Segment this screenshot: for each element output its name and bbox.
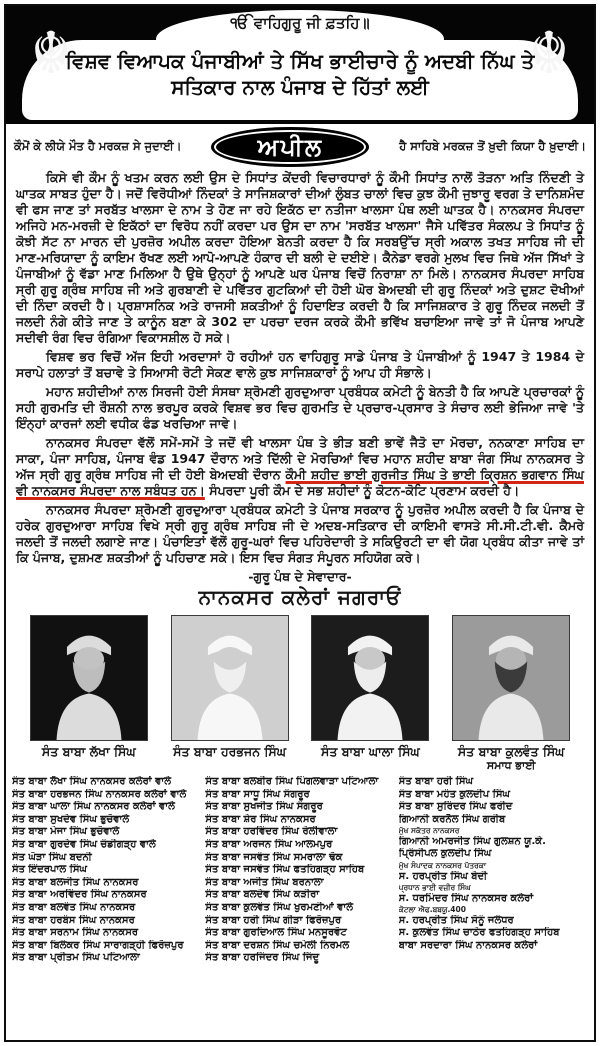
portrait-silhouette xyxy=(31,616,147,740)
name-column-3 xyxy=(399,776,588,970)
name-column-1 xyxy=(12,776,201,970)
supporter-name: ਸੰਤ ਬਾਬਾ ਕੁਲਵੰਤ ਸਿੰਘ ਖੁਰਮਣੀਆਂ ਵਾਲੇ xyxy=(205,901,353,913)
portrait-subcaption: ਸਮਾਧ ਭਾਈ xyxy=(486,759,536,772)
supporter-name: ਸੰਤ ਬਾਬਾ ਗੁਰਦੇਵ ਸਿੰਘ ਚੰਡੀਗੜ੍ਹ ਵਾਲੇ xyxy=(12,838,156,850)
supporter-name: ਸ. ਧਰਮਿੰਦਰ ਸਿੰਘ ਨਾਨਕਸਰ ਕਲੇਰਾਂ xyxy=(398,892,534,904)
supporter-name: ਸੰਤ ਬਾਬਾ ਹਰਭਜਨ ਸਿੰਘ ਨਾਨਕਸਰ ਕਲੇਰਾਂ ਵਾਲੇ xyxy=(12,788,187,800)
supporter-name: ਕੋਟਲਾ ਐਫ.ਬਬਯੂ.400 xyxy=(398,905,466,915)
sant-portrait-photo xyxy=(30,615,148,741)
khanda-icon: ☬ xyxy=(528,19,570,87)
paragraph-4-lead: ਨਾਨਕਸਰ ਸੰਪਰਦਾ ਵੱਲੋਂ ਸਮੇਂ-ਸਮੇਂ ਤੇ ਜਦੋਂ ਵੀ ਖਾਲਸਾ ਪੰਥ ਤੇ ਭੀੜ ਬਣੀ ਭਾਵੇਂ ਜੈਤੋ ਦਾ ਮੋਰਚਾ, ਨਨਕਾਣਾ ਸਾਹਿਬ ਦਾ ਸਾਕਾ, ਪੰਜਾ ਸਾਹਿਬ, ਪੰਜਾਬ ਵੰਡ 1947 ਦੌਰਾਨ ਅਤੇ ਦਿੱਲੀ ਦੇ ਮੋਰਚਿਆਂ ਵਿਚ ਮਹਾਨ ਸ਼ਹੀਦ ਬਾਬਾ ਜੰਗ ਸਿੰਘ ਨਾਨਕਸਰ ਤੇ ਅੱਜ ਸ੍ਰੀ ਗੁਰੂ ਗ੍ਰੰਥ ਸਾਹਿਬ ਜੀ ਦੀ ਹੋਈ ਬੇਅਦਬੀ ਦੌਰਾਨ xyxy=(16,435,584,482)
body-text xyxy=(6,168,594,566)
supporter-name: ਸੰਤ ਇੰਦਰਪਾਲ ਸਿੰਘ xyxy=(12,864,87,876)
supporter-name: ਸੰਤ ਬਾਬਾ ਬਲਵੰਤ ਸਿੰਘ ਨਾਨਕਸਰ xyxy=(12,901,136,913)
supporter-name: ਸੰਤ ਬਾਬਾ ਪ੍ਰੀਤਮ ਸਿੰਘ ਪਟਿਆਲਾ xyxy=(12,952,140,964)
supporter-name: ਸੰਤ ਬਾਬਾ ਸੁਖਜੀਤ ਸਿੰਘ ਸੰਗਰੂਰ xyxy=(205,801,323,813)
sant-portrait-photo xyxy=(452,615,570,741)
khanda-icon: ☬ xyxy=(30,19,72,87)
supporter-name: ਗਿਆਨੀ ਕਰਨੈਲ ਸਿੰਘ ਗਰੀਬ xyxy=(398,813,506,825)
supporter-name: ਸ. ਹਰਪ੍ਰੀਤ ਸਿੰਘ ਬੇਦੀ xyxy=(398,870,488,882)
portrait-cell xyxy=(25,615,153,760)
signature-block xyxy=(6,569,594,609)
portrait-cell xyxy=(306,615,434,760)
supporter-name: ਸੰਤ ਬਾਬਾ ਹਰਜਿੰਦਰ ਸਿੰਘ ਜਿੰਦੂ xyxy=(205,952,320,964)
supporter-name: ਸੰਤ ਬਾਬਾ ਸਰਨਾਮ ਸਿੰਘ ਨਾਨਕਸਰ xyxy=(12,927,139,939)
supporter-name: ਸੰਤ ਬਾਬਾ ਹਰੀ ਸਿੰਘ xyxy=(398,776,474,787)
portrait-caption: ਸੰਤ ਬਾਬਾ ਕੁਲਵੰਤ ਸਿੰਘ xyxy=(457,744,565,759)
supporter-name: ਸੰਤ ਬਾਬਾ ਸੁਖਦੇਵ ਸਿੰਘ ਭੁਚੋਵਾਲੇ xyxy=(12,813,130,825)
masthead xyxy=(6,6,594,124)
red-underlined-passage: ਕੌਮੀ ਸ਼ਹੀਦ ਭਾਈ ਗੁਰਜੀਤ ਸਿੰਘ ਤੇ ਭਾਈ ਕ੍ਰਿਸ਼ਨ ਭਗਵਾਨ ਸਿੰਘ ਵੀ ਨਾਨਕਸਰ ਸੰਪਰਦਾ ਨਾਲ ਸਬੰਧਤ ਹਨ। xyxy=(16,467,584,498)
supporter-name: ਸੰਤ ਬਾਬਾ ਅਰਵਿੰਦਰ ਸਿੰਘ ਨਾਨਕਸਰ xyxy=(12,889,147,901)
sant-portrait-photo xyxy=(171,615,289,741)
supporter-name: ਸੰਤ ਬਾਬਾ ਘਾਲਾ ਸਿੰਘ ਨਾਨਕਸਰ ਕਲੇਰਾਂ ਵਾਲੇ xyxy=(12,801,175,813)
paragraph-4 xyxy=(16,435,584,499)
portrait-caption: ਸੰਤ ਬਾਬਾ ਹਰਭਜਨ ਸਿੰਘ xyxy=(173,744,287,759)
name-column-2 xyxy=(205,776,394,970)
supporter-name: ਸੰਤ ਬਾਬਾ ਹਰੀ ਸਿੰਘ ਗੀੜਾ ਫਿਰੋਜ਼ਪੁਰ xyxy=(205,914,342,926)
paragraph-4-tail: ਸੰਪਰਦਾ ਪੂਰੀ ਕੌਮ ਦੇ ਸਭ ਸ਼ਹੀਦਾਂ ਨੂੰ ਕੋਟਨ-ਕੋਟਿ ਪ੍ਰਣਾਮ ਕਰਦੀ ਹੈ। xyxy=(204,483,520,498)
portrait-caption: ਸੰਤ ਬਾਬਾ ਘਾਲਾ ਸਿੰਘ xyxy=(321,744,420,759)
paragraph-1: ਕਿਸੇ ਵੀ ਕੌਮ ਨੂੰ ਖਤਮ ਕਰਨ ਲਈ ਉਸ ਦੇ ਸਿਧਾਂਤ ਕੇਂਦਰੀ ਵਿਚਾਰਧਾਰਾਂ ਨੂੰ ਕੌਮੀ ਸਿਧਾਂਤ ਨਾਲੋਂ ਤੋੜਨਾ ਅਤਿ ਨਿੰਦਣੀ ਤੇ ਘਾਤਕ ਸਾਬਤ ਹੁੰਦਾ ਹੈ। ਜਦੋਂ ਵਿਰੋਧੀਆਂ ਨਿੰਦਕਾਂ ਤੇ ਸਾਜਿਸ਼ਕਾਰਾਂ ਦੀਆਂ ਲੁੰਬਤ ਚਾਲਾਂ ਵਿਚ ਕੁਝ ਕੌਮੀ ਜੁਝਾਰੂ ਵਰਗ ਤੇ ਦਾਨਿਸ਼ਮੰਦ ਵੀ ਫਸ ਜਾਣ ਤਾਂ ਸਰਬੱਤ ਖਾਲਸਾ ਦੇ ਨਾਮ ਤੇ ਹੋਣ ਜਾ ਰਹੇ ਇਕੱਠ ਦਾ ਨਤੀਜਾ ਖਾਲਸਾ ਪੰਥ ਲਈ ਘਾਤਕ ਹੈ। ਨਾਨਕਸਰ ਸੰਪਰਦਾ ਅਜਿਹੇ ਮਨ-ਮਰਜ਼ੀ ਦੇ ਇਕੱਠਾਂ ਦਾ ਵਿਰੋਧ ਨਹੀਂ ਕਰਦਾ ਪਰ ਉਸ ਦਾ ਨਾਮ 'ਸਰਬੱਤ ਖਾਲਸਾ' ਜੈਸੇ ਪਵਿੱਤਰ ਸੰਕਲਪ ਤੇ ਸਿਧਾਂਤ ਨੂੰ ਕੋਝੀ ਸੱਟ ਨਾ ਮਾਰਨ ਦੀ ਪੁਰਜ਼ੋਰ ਅਪੀਲ ਕਰਦਾ ਹੋਇਆ ਬੇਨਤੀ ਕਰਦਾ ਹੈ ਕਿ ਸਰਬਉੱਚ ਸ੍ਰੀ ਅਕਾਲ ਤਖਤ ਸਾਹਿਬ ਜੀ ਦੀ ਮਾਣ-ਮਰਿਯਾਦਾ ਨੂੰ ਕਾਇਮ ਰੱਖਣ ਲਈ ਆਪੋ-ਆਪਣੇ ਹੰਕਾਰ ਦੀ ਬਲੀ ਦੇ ਦਈਏ। ਕੈਨੇਡਾ ਵਰਗੇ ਮੁਲਖ ਵਿਚ ਜਿਥੇ ਅੱਜ ਸਿੱਖਾਂ ਤੇ ਪੰਜਾਬੀਆਂ ਨੂੰ ਵੱਡਾ ਮਾਣ ਮਿਲਿਆ ਹੈ ਉਥੇ ਉਨ੍ਹਾਂ ਨੂੰ ਆਪਣੇ ਘਰ ਪੰਜਾਬ ਵਿਚੋਂ ਨਿਰਾਸ਼ਾ ਨਾ ਮਿਲੇ। ਨਾਨਕਸਰ ਸੰਪਰਦਾ ਸਾਹਿਬ ਸ੍ਰੀ ਗੁਰੂ ਗ੍ਰੰਥ ਸਾਹਿਬ ਜੀ ਅਤੇ ਗੁਰਬਾਣੀ ਦੇ ਪਵਿੱਤਰ ਗੁਟਕਿਆਂ ਦੀ ਹੋਈ ਘੋਰ ਬੇਅਦਬੀ ਦੀ ਗੁਰੂ ਨਿੰਦਕਾਂ ਅਤੇ ਦੁਸ਼ਟ ਦੋਖੀਆਂ ਦੀ ਨਿੰਦਾ ਕਰਦੀ ਹੈ। ਪ੍ਰਸ਼ਾਸਨਿਕ ਅਤੇ ਰਾਜਸੀ ਸ਼ਕਤੀਆਂ ਨੂੰ ਹਿਦਾਇਤ ਕਰਦੀ ਹੈ ਕਿ ਸਾਜਿਸ਼ਕਾਰ ਤੇ ਗੁਰੂ ਨਿੰਦਕ ਜਲਦੀ ਤੋਂ ਜਲਦੀ ਨੰਗੇ ਕੀਤੇ ਜਾਣ ਤੇ ਕਾਨੂੰਨ ਬਣਾ ਕੇ 302 ਦਾ ਪਰਚਾ ਦਰਜ ਕਰਕੇ ਕੌਮੀ ਭਵਿੱਖ ਬਚਾਇਆ ਜਾਵੇ ਤਾਂ ਜੋ ਪੰਜਾਬ ਆਪਣੇ ਸਦੀਵੀ ਰੰਗ ਵਿਚ ਰੰਗਿਆ ਵਿਕਾਸਸ਼ੀਲ ਹੋ ਸਕੇ। xyxy=(16,170,584,345)
supporter-name: ਸ. ਕੁਲਵੰਤ ਸਿੰਘ ਚਾਠੇਰ ਫਤਹਿਗੜ੍ਹ ਸਾਹਿਬ xyxy=(398,927,560,939)
paragraph-3: ਮਹਾਨ ਸ਼ਹੀਦੀਆਂ ਨਾਲ ਸਿਰਜੀ ਹੋਈ ਸੰਸਥਾ ਸ਼੍ਰੋਮਣੀ ਗੁਰਦੁਆਰਾ ਪ੍ਰਬੰਧਕ ਕਮੇਟੀ ਨੂੰ ਬੇਨਤੀ ਹੈ ਕਿ ਆਪਣੇ ਪ੍ਰਚਾਰਕਾਂ ਨੂੰ ਸਹੀ ਗੁਰਮਤਿ ਦੀ ਰੌਸ਼ਨੀ ਨਾਲ ਭਰਪੂਰ ਕਰਕੇ ਵਿਸ਼ਵ ਭਰ ਵਿਚ ਗੁਰਮਤਿ ਦੇ ਪ੍ਰਚਾਰ-ਪ੍ਰਸਾਰ ਤੇ ਸੰਚਾਰ ਲਈ ਭੇਜਿਆ ਜਾਵੇ 'ਤੇ ਇੰਨ੍ਹਾਂ ਕਾਰਜਾਂ ਲਈ ਵਧੀਕ ਫੰਡ ਖਰਚਿਆ ਜਾਵੇ। xyxy=(16,384,584,431)
supporter-name: ਸੰਤ ਬਾਬਾ ਦਰਸ਼ਨ ਸਿੰਘ ਚਮੇਲੀ ਨਿਰਮਲ xyxy=(205,939,350,951)
supporter-name: ਸੰਤ ਬਾਬਾ ਗੁਰਦਿਆਲ ਸਿੰਘ ਮਨਸੂਰਵੋਟ xyxy=(205,927,347,939)
appeal-badge: ਅਪੀਲ xyxy=(211,127,369,167)
supporter-name: ਪ੍ਰਿੰਸੀਪਲ ਕੁਲਦੀਪ ਸਿੰਘ xyxy=(398,848,492,860)
supporter-name: ਮੁੱਖ ਸਕੱਤਰ ਨਾਨਕਸਰ xyxy=(398,826,460,836)
supporter-name: ਸੰਤ ਬਾਬਾ ਅਰਜਨ ਸਿੰਘ ਆਲਮਪੁਰ xyxy=(205,838,333,850)
supporter-name: ਸੰਤ ਬਾਬਾ ਜਸਵੰਤ ਸਿੰਘ ਸਮਰਾਲਾ ਢੋਕ xyxy=(205,851,343,863)
portrait-silhouette xyxy=(172,616,288,740)
left-verse: ਕੌਮੋਂ ਕੇ ਲੀਯੇ ਮੌਤ ਹੈ ਮਰਕਜ਼ ਸੇ ਜੁਦਾਈ। xyxy=(14,139,182,153)
supporter-name: ਸੰਤ ਘੋੜਾ ਸਿੰਘ ਬਦਨੀ xyxy=(12,851,92,863)
supporter-name: ਸੰਤ ਬਾਬਾ ਬਲਦੇਵ ਸਿੰਘ ਕੜੀਰਾ xyxy=(205,889,320,901)
supporter-name: ਸੰਤ ਬਾਬਾ ਸਾਧੂ ਸਿੰਘ ਸੰਗਰੂਰ xyxy=(205,788,310,800)
supporter-name: ਸੰਤ ਬਾਬਾ ਬਿਲੰਕਰ ਸਿੰਘ ਸਾਰਾਗੜ੍ਹੀ ਫਿਰੋਜ਼ਪੁਰ xyxy=(12,939,184,951)
supporter-name: ਸੰਤ ਬਾਬਾ ਬਲਜੀਤ ਸਿੰਘ ਨਾਨਕਸਰ xyxy=(12,876,139,888)
supporter-name: ਸੰਤ ਬਾਬਾ ਮੇਜਾ ਸਿੰਘ ਭੁਚੋਵਾਲੇ xyxy=(12,826,120,838)
supporter-name: ਸੰਤ ਬਾਬਾ ਬਲਬੀਰ ਸਿੰਘ ਪਿੰਗਲਵਾੜਾ ਪਟਿਆਲਾ xyxy=(205,776,379,787)
supporter-name: ਸੰਤ ਬਾਬਾ ਹਰਬੰਸ ਸਿੰਘ ਨਾਨਕਸਰ xyxy=(12,914,135,926)
page-title: ਵਿਸ਼ਵ ਵਿਆਪਕ ਪੰਜਾਬੀਆਂ ਤੇ ਸਿੱਖ ਭਾਈਚਾਰੇ ਨੂੰ ਅਦਬੀ ਨਿੱਘ ਤੇ ਸਤਿਕਾਰ ਨਾਲ ਪੰਜਾਬ ਦੇ ਹਿੱਤਾਂ ਲਈ xyxy=(65,49,535,99)
portrait-caption: ਸੰਤ ਬਾਬਾ ਲੱਖਾ ਸਿੰਘ xyxy=(41,744,136,759)
supporter-name: ਸੰਤ ਬਾਬਾ ਮਹੰਤ ਕੁਲਦੀਪ ਸਿੰਘ xyxy=(398,788,510,800)
supporter-name: ਬਾਬਾ ਸਰਦਾਰਾ ਸਿੰਘ ਨਾਨਕਸਰ ਕਲੇਰਾਂ xyxy=(398,939,538,951)
paragraph-5: ਨਾਨਕਸਰ ਸੰਪਰਦਾ ਸ਼੍ਰੋਮਣੀ ਗੁਰਦੁਆਰਾ ਪ੍ਰਬੰਧਕ ਕਮੇਟੀ ਤੇ ਪੰਜਾਬ ਸਰਕਾਰ ਨੂੰ ਪੁਰਜ਼ੋਰ ਅਪੀਲ ਕਰਦੀ ਹੈ ਕਿ ਪੰਜਾਬ ਦੇ ਹਰੇਕ ਗੁਰਦੁਆਰਾ ਸਾਹਿਬ ਵਿਖੇ ਸ੍ਰੀ ਗੁਰੂ ਗ੍ਰੰਥ ਸਾਹਿਬ ਜੀ ਦੇ ਅਦਬ-ਸਤਿਕਾਰ ਦੀ ਕਾਇਮੀ ਵਾਸਤੇ ਸੀ.ਸੀ.ਟੀ.ਵੀ. ਕੈਮਰੇ ਜਲਦੀ ਤੋਂ ਜਲਦੀ ਲਗਾਏ ਜਾਣ। ਪੰਚਾਇਤਾਂ ਵੱਲੋਂ ਗੁਰੂ-ਘਰਾਂ ਵਿਚ ਪਹਿਰੇਦਾਰੀ ਤੇ ਸਕਿਉਰਟੀ ਦਾ ਵੀ ਯੋਗ ਪ੍ਰਬੰਧ ਕੀਤਾ ਜਾਵੇ ਤਾਂ ਕਿ ਪੰਜਾਬ, ਦੁਸ਼ਮਣ ਸ਼ਕਤੀਆਂ ਨੂੰ ਪਹਿਚਾਣ ਸਕੇ। ਇਸ ਵਿਚ ਸੰਗਤ ਸੰਪੂਰਨ ਸਹਿਯੋਗ ਕਰੇ। xyxy=(16,502,584,565)
supporter-name: ਸ. ਹਰਪ੍ਰੀਤ ਸਿੰਘ ਸੋਨੂੰ ਜਲੰਧਰ xyxy=(398,914,514,926)
right-verse: ਹੈ ਸਾਹਿਬੇ ਮਰਕਜ਼ ਤੋਂ ਖ਼ੁਦੀ ਕਿਯਾ ਹੈ ਖ਼ੁਦਾਈ। xyxy=(399,139,586,153)
supporter-name: ਸੰਤ ਬਾਬਾ ਹਰਵਿੰਦਰ ਸਿੰਘ ਰੇਲੀਵਾਲਾ xyxy=(205,826,338,838)
paragraph-2: ਵਿਸ਼ਵ ਭਰ ਵਿਚੋਂ ਅੱਜ ਇਹੀ ਅਰਦਾਸਾਂ ਹੋ ਰਹੀਆਂ ਹਨ ਵਾਹਿਗੁਰੂ ਸਾਡੇ ਪੰਜਾਬ ਤੇ ਪੰਜਾਬੀਆਂ ਨੂੰ 1947 ਤੇ 1984 ਦੇ ਸਰਾਪੇ ਹਲਾਤਾਂ ਤੋਂ ਬਚਾਵੇ ਤੇ ਸਿਆਸੀ ਰੋਟੀ ਸੇਕਣ ਵਾਲੇ ਕੁਝ ਸਾਜਿਸ਼ਕਾਰਾਂ ਨੂੰ ਆਪ ਹੀ ਸੰਭਾਲੇ। xyxy=(16,349,584,380)
sant-portrait-photo xyxy=(311,615,429,741)
supporter-name: ਸੰਤ ਬਾਬਾ ਸੁਰਿੰਦਰ ਸਿੰਘ ਫਰੀਦ xyxy=(398,801,513,813)
supporter-name: ਸੰਤ ਬਾਬਾ ਅਜੀਤ ਸਿੰਘ ਬਰਨਾਲਾ xyxy=(205,876,324,888)
invocation-text: ੴ ਵਾਹਿਗੁਰੂ ਜੀ ਫ਼ਤਹਿ॥ xyxy=(230,14,370,32)
supporter-name: ਮੁੱਖ ਸੰਪਾਦਕ ਨਾਨਕਸਰ ਪੱਤਰਕਾ xyxy=(398,861,487,871)
supporter-name: ਪ੍ਰਧਾਨ ਭਾਈ ਵਜ਼ੀਰ ਸਿੰਘ xyxy=(398,883,471,893)
portrait-silhouette xyxy=(453,616,569,740)
portrait-photo-row xyxy=(6,611,594,772)
supporter-name-columns xyxy=(6,772,594,970)
appeal-strip xyxy=(6,124,594,168)
signature-role: -ਗੁਰੂ ਪੰਥ ਦੇ ਸੇਵਾਦਾਰ- xyxy=(248,569,352,584)
portrait-cell xyxy=(447,615,575,772)
supporter-name: ਸੰਤ ਬਾਬਾ ਜਸਵੰਤ ਸਿੰਘ ਫਤਹਿਗੜ੍ਹ ਸਾਹਿਬ xyxy=(205,864,365,876)
supporter-name: ਗਿਆਨੀ ਅਮਰਜੀਤ ਸਿੰਘ ਗੁਲਸ਼ਨ ਯੂ.ਕੇ. xyxy=(398,835,546,847)
supporter-name: ਸੰਤ ਬਾਬਾ ਲੱਖਾ ਸਿੰਘ ਨਾਨਕਸਰ ਕਲੇਰਾਂ ਵਾਲੇ xyxy=(12,776,171,787)
ad-border-frame xyxy=(4,4,596,1042)
supporter-name: ਸੰਤ ਬਾਬਾ ਸ਼ੇਰ ਸਿੰਘ ਨਾਨਕਸਰ xyxy=(205,813,316,825)
portrait-cell xyxy=(166,615,294,760)
signature-org: ਨਾਨਕਸਰ ਕਲੇਰਾਂ ਜਗਰਾਓਂ xyxy=(198,585,402,609)
portrait-silhouette xyxy=(312,616,428,740)
